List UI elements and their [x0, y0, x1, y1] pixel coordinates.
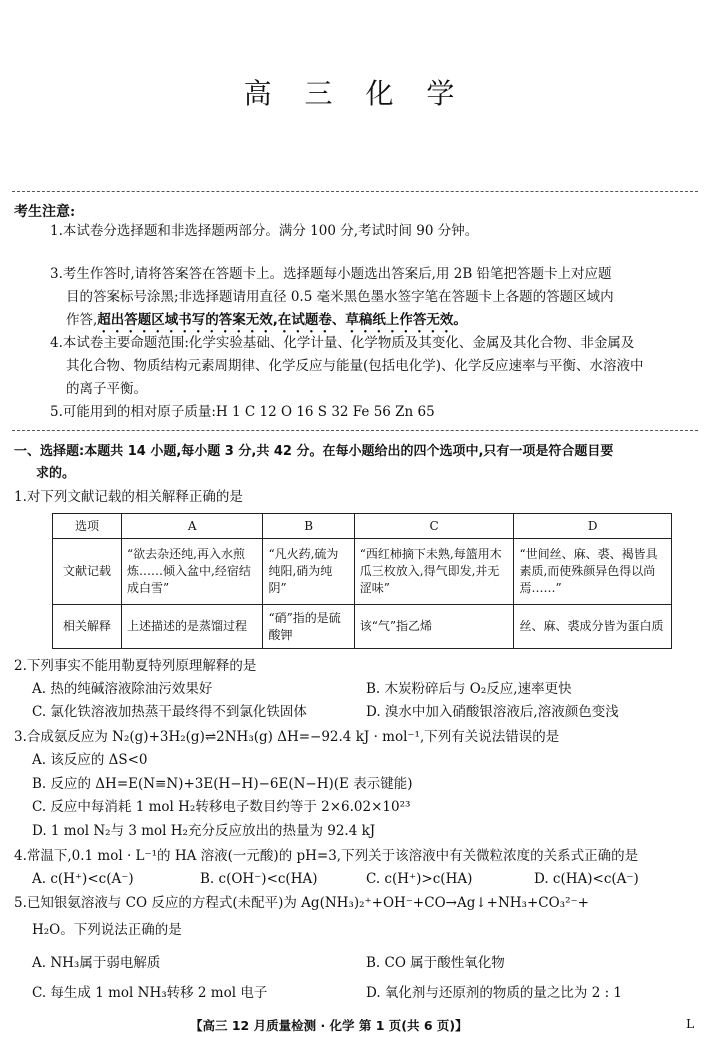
q4-option-b: B. c(OH⁻)<c(HA)	[200, 871, 318, 887]
table-cell: B	[263, 514, 354, 539]
section-heading: 一、选择题:本题共 14 小题,每小题 3 分,共 42 分。在每小题给出的四个选项中,只有一项是符合题目要	[14, 444, 614, 459]
table-cell: “凡火药,硫为纯阳,硝为纯阴”	[263, 539, 354, 605]
q1-table	[52, 513, 672, 649]
q5-option-b: B. CO 属于酸性氧化物	[366, 955, 505, 971]
q3-option-b: B. 反应的 ΔH=E(N≡N)+3E(H−H)−6E(N−H)(E 表示键能)	[32, 776, 413, 792]
q4-option-d: D. c(HA)<c(A⁻)	[534, 871, 639, 887]
notice-warning: 超出答题区域书写的答案无效,在试题卷、草稿纸上作答无效。	[97, 312, 467, 328]
table-cell: 文献记载	[53, 539, 122, 605]
section-heading-line2: 求的。	[36, 466, 76, 481]
table-cell: D	[514, 514, 672, 539]
q4-option-a: A. c(H⁺)<c(A⁻)	[32, 871, 134, 887]
notice-item-4-line2: 其化合物、物质结构元素周期律、化学反应与能量(包括电化学)、化学反应速率与平衡、水溶液中	[66, 358, 644, 374]
q5-option-a: A. NH₃属于弱电解质	[32, 955, 161, 971]
q5-stem: 5.已知银氨溶液与 CO 反应的方程式(未配平)为 Ag(NH₃)₂⁺+OH⁻+CO→Ag↓+NH₃+CO₃²⁻+	[14, 895, 589, 911]
table-cell: 该“气”指乙烯	[354, 605, 514, 649]
q4-option-c: C. c(H⁺)>c(HA)	[366, 871, 473, 887]
q5-option-c: C. 每生成 1 mol NH₃转移 2 mol 电子	[32, 985, 268, 1001]
divider	[12, 430, 698, 431]
notice-item-4-line3: 的离子平衡。	[66, 381, 147, 397]
q3-option-c: C. 反应中每消耗 1 mol H₂转移电子数目约等于 2×6.02×10²³	[32, 799, 411, 815]
divider	[12, 191, 698, 192]
notice-item-3-line3: 作答,超出答题区域书写的答案无效,在试题卷、草稿纸上作答无效。	[66, 312, 467, 328]
table-row	[53, 605, 672, 649]
table-cell: A	[122, 514, 263, 539]
q1-stem: 1.对下列文献记载的相关解释正确的是	[14, 489, 243, 505]
table-cell: 上述描述的是蒸馏过程	[122, 605, 263, 649]
q5-option-d: D. 氧化剂与还原剂的物质的量之比为 2 : 1	[366, 985, 623, 1001]
q2-option-c: C. 氯化铁溶液加热蒸干最终得不到氯化铁固体	[32, 704, 307, 720]
q2-option-d: D. 溴水中加入硝酸银溶液后,溶液颜色变浅	[366, 704, 619, 720]
notice-item-5: 5.可能用到的相对原子质量:H 1 C 12 O 16 S 32 Fe 56 Zn 65	[50, 404, 435, 420]
table-header-row	[53, 514, 672, 539]
q2-option-b: B. 木炭粉碎后与 O₂反应,速率更快	[366, 681, 572, 697]
table-row	[53, 539, 672, 605]
page-title: 高 三 化 学	[243, 77, 467, 110]
table-cell: “硝”指的是硫酸钾	[263, 605, 354, 649]
q4-stem: 4.常温下,0.1 mol · L⁻¹的 HA 溶液(一元酸)的 pH=3,下列关于该溶液中有关微粒浓度的关系式正确的是	[14, 848, 639, 864]
q2-option-a: A. 热的纯碱溶液除油污效果好	[32, 681, 213, 697]
table-cell: “欲去杂还纯,再入水煎炼……倾入盆中,经宿结成白雪”	[122, 539, 263, 605]
notice-item-4: 4.本试卷主要命题范围:化学实验基础、化学计量、化学物质及其变化、金属及其化合物、非金属及	[50, 335, 635, 351]
footer-mark: L	[686, 1016, 695, 1031]
notice-item-3-line2: 目的答案标号涂黑;非选择题请用直径 0.5 毫米黑色墨水签字笔在答题卡上各题的答题区域内	[66, 289, 614, 305]
table-cell: 选项	[53, 514, 122, 539]
page-footer: 【高三 12 月质量检测 · 化学 第 1 页(共 6 页)】	[190, 1018, 468, 1033]
notice-item-1: 1.本试卷分选择题和非选择题两部分。满分 100 分,考试时间 90 分钟。	[50, 223, 479, 239]
table-cell: C	[354, 514, 514, 539]
table-cell: “西红柿摘下未熟,每篮用木瓜三枚放入,得气即发,并无涩味”	[354, 539, 514, 605]
q5-stem-line2: H₂O。下列说法正确的是	[32, 922, 182, 938]
notice-heading: 考生注意:	[14, 204, 76, 220]
q2-stem: 2.下列事实不能用勒夏特列原理解释的是	[14, 658, 257, 674]
table-cell: 相关解释	[53, 605, 122, 649]
q3-option-d: D. 1 mol N₂与 3 mol H₂充分反应放出的热量为 92.4 kJ	[32, 823, 376, 839]
table-cell: 丝、麻、裘成分皆为蛋白质	[514, 605, 672, 649]
notice-item-3: 3.考生作答时,请将答案答在答题卡上。选择题每小题选出答案后,用 2B 铅笔把答题卡上对应题	[50, 266, 612, 282]
table-cell: “世间丝、麻、裘、褐皆具素质,而使殊颜异色得以尚焉……”	[514, 539, 672, 605]
q3-stem: 3.合成氨反应为 N₂(g)+3H₂(g)⇌2NH₃(g) ΔH=−92.4 kJ · mol⁻¹,下列有关说法错误的是	[14, 729, 560, 745]
q3-option-a: A. 该反应的 ΔS<0	[32, 752, 148, 768]
